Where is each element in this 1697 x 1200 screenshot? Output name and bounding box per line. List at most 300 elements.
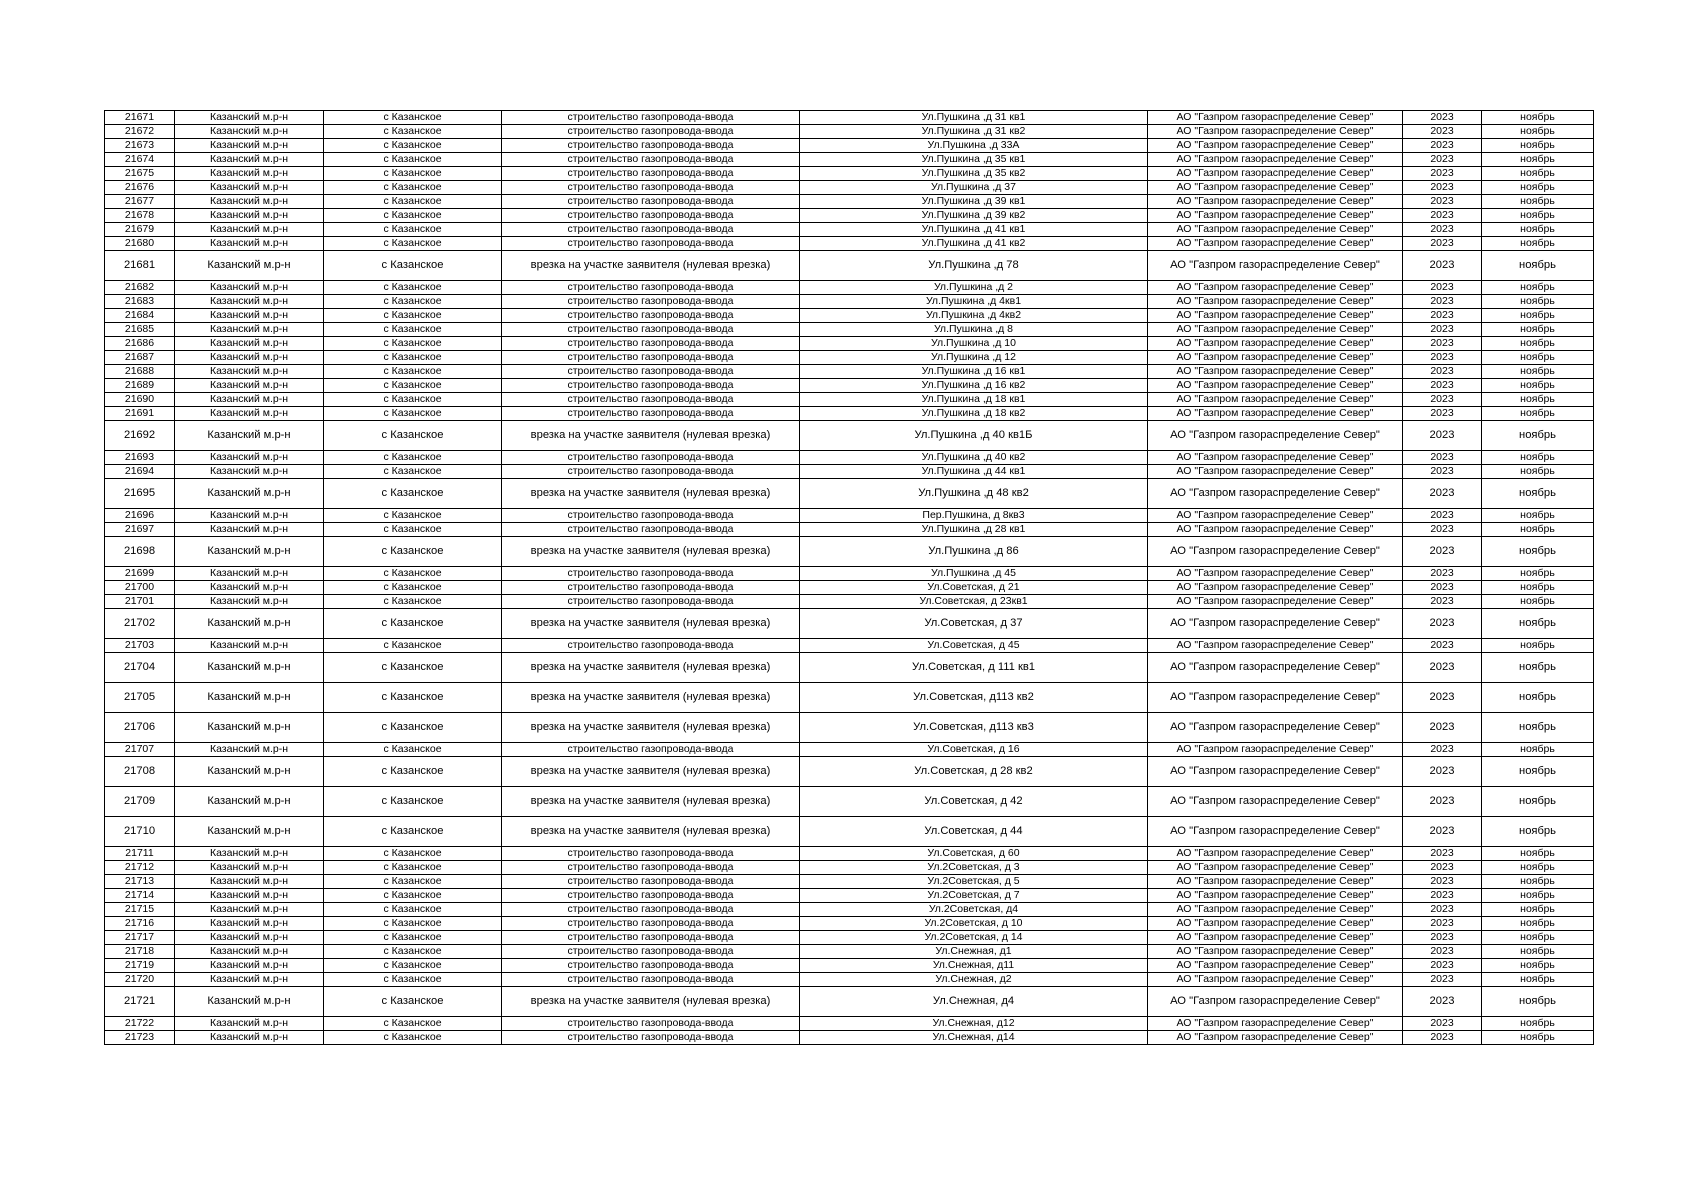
table-row (105, 987, 1594, 1017)
work-type-cell: врезка на участке заявителя (нулевая врезка) (502, 713, 800, 743)
table-row (105, 945, 1594, 959)
month-cell: ноябрь (1482, 757, 1594, 787)
settlement-cell: с Казанское (324, 167, 502, 181)
district-cell: Казанский м.р-н (175, 523, 324, 537)
organization-cell: АО "Газпром газораспределение Север" (1148, 1031, 1403, 1045)
work-type-cell: строительство газопровода-ввода (502, 323, 800, 337)
organization-cell: АО "Газпром газораспределение Север" (1148, 987, 1403, 1017)
address-cell: Ул.Пушкина ,д 35 кв2 (800, 167, 1148, 181)
month-cell: ноябрь (1482, 959, 1594, 973)
work-type-cell: строительство газопровода-ввода (502, 209, 800, 223)
district-cell: Казанский м.р-н (175, 959, 324, 973)
address-cell: Ул.Пушкина ,д 31 кв1 (800, 111, 1148, 125)
work-type-cell: строительство газопровода-ввода (502, 581, 800, 595)
organization-cell: АО "Газпром газораспределение Север" (1148, 959, 1403, 973)
record-id-cell: 21710 (105, 817, 175, 847)
work-type-cell: врезка на участке заявителя (нулевая врезка) (502, 479, 800, 509)
month-cell: ноябрь (1482, 609, 1594, 639)
organization-cell: АО "Газпром газораспределение Север" (1148, 167, 1403, 181)
settlement-cell: с Казанское (324, 281, 502, 295)
settlement-cell: с Казанское (324, 537, 502, 567)
year-cell: 2023 (1403, 281, 1482, 295)
district-cell: Казанский м.р-н (175, 139, 324, 153)
record-id-cell: 21722 (105, 1017, 175, 1031)
address-cell: Ул.Советская, д113 кв2 (800, 683, 1148, 713)
work-type-cell: строительство газопровода-ввода (502, 295, 800, 309)
work-type-cell: строительство газопровода-ввода (502, 223, 800, 237)
record-id-cell: 21701 (105, 595, 175, 609)
table-row (105, 847, 1594, 861)
address-cell: Ул.Пушкина ,д 2 (800, 281, 1148, 295)
district-cell: Казанский м.р-н (175, 379, 324, 393)
table-row (105, 195, 1594, 209)
work-type-cell: строительство газопровода-ввода (502, 309, 800, 323)
district-cell: Казанский м.р-н (175, 309, 324, 323)
address-cell: Ул.2Советская, д 7 (800, 889, 1148, 903)
work-type-cell: строительство газопровода-ввода (502, 973, 800, 987)
address-cell: Ул.Пушкина ,д 16 кв1 (800, 365, 1148, 379)
record-id-cell: 21684 (105, 309, 175, 323)
table-row (105, 181, 1594, 195)
month-cell: ноябрь (1482, 181, 1594, 195)
table-row (105, 465, 1594, 479)
month-cell: ноябрь (1482, 309, 1594, 323)
record-id-cell: 21683 (105, 295, 175, 309)
work-type-cell: строительство газопровода-ввода (502, 931, 800, 945)
district-cell: Казанский м.р-н (175, 153, 324, 167)
organization-cell: АО "Газпром газораспределение Север" (1148, 111, 1403, 125)
address-cell: Ул.Пушкина ,д 40 кв1Б (800, 421, 1148, 451)
address-cell: Ул.Советская, д 23кв1 (800, 595, 1148, 609)
address-cell: Ул.Пушкина ,д 78 (800, 251, 1148, 281)
settlement-cell: с Казанское (324, 847, 502, 861)
record-id-cell: 21694 (105, 465, 175, 479)
table-row (105, 567, 1594, 581)
work-type-cell: строительство газопровода-ввода (502, 1031, 800, 1045)
record-id-cell: 21696 (105, 509, 175, 523)
address-cell: Ул.2Советская, д 3 (800, 861, 1148, 875)
work-type-cell: строительство газопровода-ввода (502, 959, 800, 973)
record-id-cell: 21706 (105, 713, 175, 743)
table-row (105, 757, 1594, 787)
record-id-cell: 21690 (105, 393, 175, 407)
work-type-cell: врезка на участке заявителя (нулевая врезка) (502, 251, 800, 281)
month-cell: ноябрь (1482, 337, 1594, 351)
work-type-cell: строительство газопровода-ввода (502, 595, 800, 609)
record-id-cell: 21685 (105, 323, 175, 337)
record-id-cell: 21695 (105, 479, 175, 509)
work-type-cell: строительство газопровода-ввода (502, 153, 800, 167)
year-cell: 2023 (1403, 393, 1482, 407)
year-cell: 2023 (1403, 595, 1482, 609)
settlement-cell: с Казанское (324, 209, 502, 223)
record-id-cell: 21723 (105, 1031, 175, 1045)
year-cell: 2023 (1403, 209, 1482, 223)
work-type-cell: строительство газопровода-ввода (502, 139, 800, 153)
month-cell: ноябрь (1482, 945, 1594, 959)
work-type-cell: врезка на участке заявителя (нулевая врезка) (502, 421, 800, 451)
record-id-cell: 21713 (105, 875, 175, 889)
month-cell: ноябрь (1482, 465, 1594, 479)
district-cell: Казанский м.р-н (175, 917, 324, 931)
work-type-cell: строительство газопровода-ввода (502, 125, 800, 139)
work-type-cell: врезка на участке заявителя (нулевая врезка) (502, 683, 800, 713)
year-cell: 2023 (1403, 365, 1482, 379)
month-cell: ноябрь (1482, 351, 1594, 365)
organization-cell: АО "Газпром газораспределение Север" (1148, 407, 1403, 421)
record-id-cell: 21676 (105, 181, 175, 195)
record-id-cell: 21681 (105, 251, 175, 281)
year-cell: 2023 (1403, 581, 1482, 595)
month-cell: ноябрь (1482, 903, 1594, 917)
year-cell: 2023 (1403, 153, 1482, 167)
table-row (105, 139, 1594, 153)
district-cell: Казанский м.р-н (175, 987, 324, 1017)
settlement-cell: с Казанское (324, 959, 502, 973)
work-type-cell: строительство газопровода-ввода (502, 337, 800, 351)
district-cell: Казанский м.р-н (175, 393, 324, 407)
record-id-cell: 21707 (105, 743, 175, 757)
address-cell: Ул.Снежная, д4 (800, 987, 1148, 1017)
month-cell: ноябрь (1482, 987, 1594, 1017)
month-cell: ноябрь (1482, 237, 1594, 251)
month-cell: ноябрь (1482, 973, 1594, 987)
address-cell: Ул.Пушкина ,д 44 кв1 (800, 465, 1148, 479)
settlement-cell: с Казанское (324, 609, 502, 639)
table-row (105, 639, 1594, 653)
settlement-cell: с Казанское (324, 153, 502, 167)
district-cell: Казанский м.р-н (175, 323, 324, 337)
month-cell: ноябрь (1482, 889, 1594, 903)
table-body (105, 111, 1594, 1045)
organization-cell: АО "Газпром газораспределение Север" (1148, 903, 1403, 917)
address-cell: Ул.Советская, д 60 (800, 847, 1148, 861)
year-cell: 2023 (1403, 1031, 1482, 1045)
table-row (105, 1031, 1594, 1045)
district-cell: Казанский м.р-н (175, 281, 324, 295)
table-row (105, 743, 1594, 757)
table-row (105, 787, 1594, 817)
address-cell: Ул.Пушкина ,д 39 кв1 (800, 195, 1148, 209)
settlement-cell: с Казанское (324, 713, 502, 743)
month-cell: ноябрь (1482, 875, 1594, 889)
organization-cell: АО "Газпром газораспределение Север" (1148, 847, 1403, 861)
district-cell: Казанский м.р-н (175, 509, 324, 523)
settlement-cell: с Казанское (324, 595, 502, 609)
address-cell: Ул.2Советская, д 10 (800, 917, 1148, 931)
month-cell: ноябрь (1482, 365, 1594, 379)
year-cell: 2023 (1403, 181, 1482, 195)
month-cell: ноябрь (1482, 421, 1594, 451)
organization-cell: АО "Газпром газораспределение Север" (1148, 931, 1403, 945)
district-cell: Казанский м.р-н (175, 973, 324, 987)
address-cell: Ул.Советская, д113 кв3 (800, 713, 1148, 743)
table-row (105, 167, 1594, 181)
work-type-cell: строительство газопровода-ввода (502, 451, 800, 465)
year-cell: 2023 (1403, 973, 1482, 987)
organization-cell: АО "Газпром газораспределение Север" (1148, 817, 1403, 847)
work-type-cell: врезка на участке заявителя (нулевая врезка) (502, 987, 800, 1017)
table-row (105, 451, 1594, 465)
district-cell: Казанский м.р-н (175, 111, 324, 125)
settlement-cell: с Казанское (324, 223, 502, 237)
settlement-cell: с Казанское (324, 365, 502, 379)
district-cell: Казанский м.р-н (175, 639, 324, 653)
year-cell: 2023 (1403, 861, 1482, 875)
month-cell: ноябрь (1482, 167, 1594, 181)
organization-cell: АО "Газпром газораспределение Север" (1148, 323, 1403, 337)
table-row (105, 309, 1594, 323)
district-cell: Казанский м.р-н (175, 223, 324, 237)
year-cell: 2023 (1403, 817, 1482, 847)
record-id-cell: 21711 (105, 847, 175, 861)
record-id-cell: 21673 (105, 139, 175, 153)
work-type-cell: строительство газопровода-ввода (502, 847, 800, 861)
work-type-cell: строительство газопровода-ввода (502, 945, 800, 959)
month-cell: ноябрь (1482, 931, 1594, 945)
district-cell: Казанский м.р-н (175, 479, 324, 509)
address-cell: Ул.2Советская, д 5 (800, 875, 1148, 889)
month-cell: ноябрь (1482, 713, 1594, 743)
month-cell: ноябрь (1482, 1031, 1594, 1045)
year-cell: 2023 (1403, 139, 1482, 153)
month-cell: ноябрь (1482, 581, 1594, 595)
organization-cell: АО "Газпром газораспределение Север" (1148, 861, 1403, 875)
table-row (105, 421, 1594, 451)
record-id-cell: 21712 (105, 861, 175, 875)
organization-cell: АО "Газпром газораспределение Север" (1148, 875, 1403, 889)
settlement-cell: с Казанское (324, 509, 502, 523)
table-row (105, 509, 1594, 523)
address-cell: Ул.Пушкина ,д 4кв1 (800, 295, 1148, 309)
settlement-cell: с Казанское (324, 973, 502, 987)
record-id-cell: 21691 (105, 407, 175, 421)
table-row (105, 931, 1594, 945)
organization-cell: АО "Газпром газораспределение Север" (1148, 945, 1403, 959)
address-cell: Ул.Советская, д 37 (800, 609, 1148, 639)
record-id-cell: 21720 (105, 973, 175, 987)
settlement-cell: с Казанское (324, 523, 502, 537)
record-id-cell: 21704 (105, 653, 175, 683)
organization-cell: АО "Газпром газораспределение Север" (1148, 743, 1403, 757)
organization-cell: АО "Газпром газораспределение Север" (1148, 195, 1403, 209)
record-id-cell: 21700 (105, 581, 175, 595)
organization-cell: АО "Газпром газораспределение Север" (1148, 465, 1403, 479)
settlement-cell: с Казанское (324, 639, 502, 653)
record-id-cell: 21709 (105, 787, 175, 817)
district-cell: Казанский м.р-н (175, 125, 324, 139)
table-row (105, 713, 1594, 743)
address-cell: Ул.Пушкина ,д 35 кв1 (800, 153, 1148, 167)
address-cell: Ул.Советская, д 16 (800, 743, 1148, 757)
organization-cell: АО "Газпром газораспределение Север" (1148, 509, 1403, 523)
address-cell: Ул.Пушкина ,д 41 кв1 (800, 223, 1148, 237)
table-row (105, 223, 1594, 237)
month-cell: ноябрь (1482, 209, 1594, 223)
month-cell: ноябрь (1482, 393, 1594, 407)
district-cell: Казанский м.р-н (175, 889, 324, 903)
address-cell: Ул.Пушкина ,д 37 (800, 181, 1148, 195)
year-cell: 2023 (1403, 567, 1482, 581)
year-cell: 2023 (1403, 465, 1482, 479)
organization-cell: АО "Газпром газораспределение Север" (1148, 451, 1403, 465)
organization-cell: АО "Газпром газораспределение Север" (1148, 889, 1403, 903)
organization-cell: АО "Газпром газораспределение Север" (1148, 757, 1403, 787)
settlement-cell: с Казанское (324, 987, 502, 1017)
year-cell: 2023 (1403, 847, 1482, 861)
month-cell: ноябрь (1482, 817, 1594, 847)
record-id-cell: 21671 (105, 111, 175, 125)
work-type-cell: строительство газопровода-ввода (502, 567, 800, 581)
record-id-cell: 21672 (105, 125, 175, 139)
work-type-cell: строительство газопровода-ввода (502, 509, 800, 523)
organization-cell: АО "Газпром газораспределение Север" (1148, 379, 1403, 393)
organization-cell: АО "Газпром газораспределение Север" (1148, 567, 1403, 581)
record-id-cell: 21686 (105, 337, 175, 351)
settlement-cell: с Казанское (324, 903, 502, 917)
record-id-cell: 21721 (105, 987, 175, 1017)
year-cell: 2023 (1403, 713, 1482, 743)
settlement-cell: с Казанское (324, 917, 502, 931)
month-cell: ноябрь (1482, 407, 1594, 421)
organization-cell: АО "Газпром газораспределение Север" (1148, 393, 1403, 407)
month-cell: ноябрь (1482, 379, 1594, 393)
work-type-cell: строительство газопровода-ввода (502, 875, 800, 889)
address-cell: Ул.Снежная, д12 (800, 1017, 1148, 1031)
work-type-cell: строительство газопровода-ввода (502, 903, 800, 917)
table-row (105, 153, 1594, 167)
table-row (105, 875, 1594, 889)
address-cell: Ул.Пушкина ,д 16 кв2 (800, 379, 1148, 393)
settlement-cell: с Казанское (324, 125, 502, 139)
month-cell: ноябрь (1482, 139, 1594, 153)
year-cell: 2023 (1403, 917, 1482, 931)
month-cell: ноябрь (1482, 153, 1594, 167)
year-cell: 2023 (1403, 683, 1482, 713)
organization-cell: АО "Газпром газораспределение Север" (1148, 139, 1403, 153)
district-cell: Казанский м.р-н (175, 407, 324, 421)
table-row (105, 393, 1594, 407)
record-id-cell: 21708 (105, 757, 175, 787)
table-row (105, 209, 1594, 223)
settlement-cell: с Казанское (324, 181, 502, 195)
month-cell: ноябрь (1482, 223, 1594, 237)
district-cell: Казанский м.р-н (175, 209, 324, 223)
work-type-cell: врезка на участке заявителя (нулевая врезка) (502, 817, 800, 847)
work-type-cell: врезка на участке заявителя (нулевая врезка) (502, 537, 800, 567)
month-cell: ноябрь (1482, 847, 1594, 861)
address-cell: Ул.Советская, д 44 (800, 817, 1148, 847)
table-row (105, 1017, 1594, 1031)
month-cell: ноябрь (1482, 523, 1594, 537)
address-cell: Ул.Снежная, д11 (800, 959, 1148, 973)
organization-cell: АО "Газпром газораспределение Север" (1148, 917, 1403, 931)
table-row (105, 609, 1594, 639)
record-id-cell: 21703 (105, 639, 175, 653)
address-cell: Ул.Пушкина ,д 48 кв2 (800, 479, 1148, 509)
settlement-cell: с Казанское (324, 931, 502, 945)
table-row (105, 351, 1594, 365)
record-id-cell: 21698 (105, 537, 175, 567)
settlement-cell: с Казанское (324, 465, 502, 479)
table-row (105, 125, 1594, 139)
month-cell: ноябрь (1482, 251, 1594, 281)
year-cell: 2023 (1403, 787, 1482, 817)
work-type-cell: строительство газопровода-ввода (502, 237, 800, 251)
table-row (105, 281, 1594, 295)
work-type-cell: строительство газопровода-ввода (502, 351, 800, 365)
year-cell: 2023 (1403, 537, 1482, 567)
settlement-cell: с Казанское (324, 861, 502, 875)
year-cell: 2023 (1403, 237, 1482, 251)
settlement-cell: с Казанское (324, 111, 502, 125)
table-row (105, 523, 1594, 537)
address-cell: Ул.Советская, д 42 (800, 787, 1148, 817)
year-cell: 2023 (1403, 987, 1482, 1017)
settlement-cell: с Казанское (324, 237, 502, 251)
table-row (105, 595, 1594, 609)
year-cell: 2023 (1403, 875, 1482, 889)
address-cell: Ул.Пушкина ,д 18 кв1 (800, 393, 1148, 407)
district-cell: Казанский м.р-н (175, 757, 324, 787)
record-id-cell: 21674 (105, 153, 175, 167)
district-cell: Казанский м.р-н (175, 581, 324, 595)
month-cell: ноябрь (1482, 653, 1594, 683)
settlement-cell: с Казанское (324, 581, 502, 595)
work-type-cell: строительство газопровода-ввода (502, 393, 800, 407)
work-type-cell: врезка на участке заявителя (нулевая врезка) (502, 609, 800, 639)
organization-cell: АО "Газпром газораспределение Север" (1148, 281, 1403, 295)
month-cell: ноябрь (1482, 281, 1594, 295)
address-cell: Ул.Пушкина ,д 18 кв2 (800, 407, 1148, 421)
work-type-cell: врезка на участке заявителя (нулевая врезка) (502, 653, 800, 683)
address-cell: Ул.Советская, д 28 кв2 (800, 757, 1148, 787)
record-id-cell: 21718 (105, 945, 175, 959)
organization-cell: АО "Газпром газораспределение Север" (1148, 581, 1403, 595)
table-row (105, 379, 1594, 393)
record-id-cell: 21714 (105, 889, 175, 903)
settlement-cell: с Казанское (324, 1017, 502, 1031)
district-cell: Казанский м.р-н (175, 295, 324, 309)
month-cell: ноябрь (1482, 537, 1594, 567)
year-cell: 2023 (1403, 323, 1482, 337)
month-cell: ноябрь (1482, 479, 1594, 509)
work-type-cell: строительство газопровода-ввода (502, 917, 800, 931)
organization-cell: АО "Газпром газораспределение Север" (1148, 713, 1403, 743)
document-page (104, 110, 1593, 1045)
address-cell: Ул.Пушкина ,д 41 кв2 (800, 237, 1148, 251)
district-cell: Казанский м.р-н (175, 465, 324, 479)
address-cell: Ул.Пушкина ,д 8 (800, 323, 1148, 337)
month-cell: ноябрь (1482, 743, 1594, 757)
table-row (105, 323, 1594, 337)
settlement-cell: с Казанское (324, 421, 502, 451)
address-cell: Ул.Пушкина ,д 39 кв2 (800, 209, 1148, 223)
work-type-cell: строительство газопровода-ввода (502, 379, 800, 393)
organization-cell: АО "Газпром газораспределение Север" (1148, 537, 1403, 567)
organization-cell: АО "Газпром газораспределение Север" (1148, 595, 1403, 609)
address-cell: Пер.Пушкина, д 8кв3 (800, 509, 1148, 523)
month-cell: ноябрь (1482, 787, 1594, 817)
table-row (105, 251, 1594, 281)
year-cell: 2023 (1403, 757, 1482, 787)
work-type-cell: строительство газопровода-ввода (502, 365, 800, 379)
year-cell: 2023 (1403, 743, 1482, 757)
settlement-cell: с Казанское (324, 351, 502, 365)
record-id-cell: 21688 (105, 365, 175, 379)
table-row (105, 817, 1594, 847)
record-id-cell: 21682 (105, 281, 175, 295)
